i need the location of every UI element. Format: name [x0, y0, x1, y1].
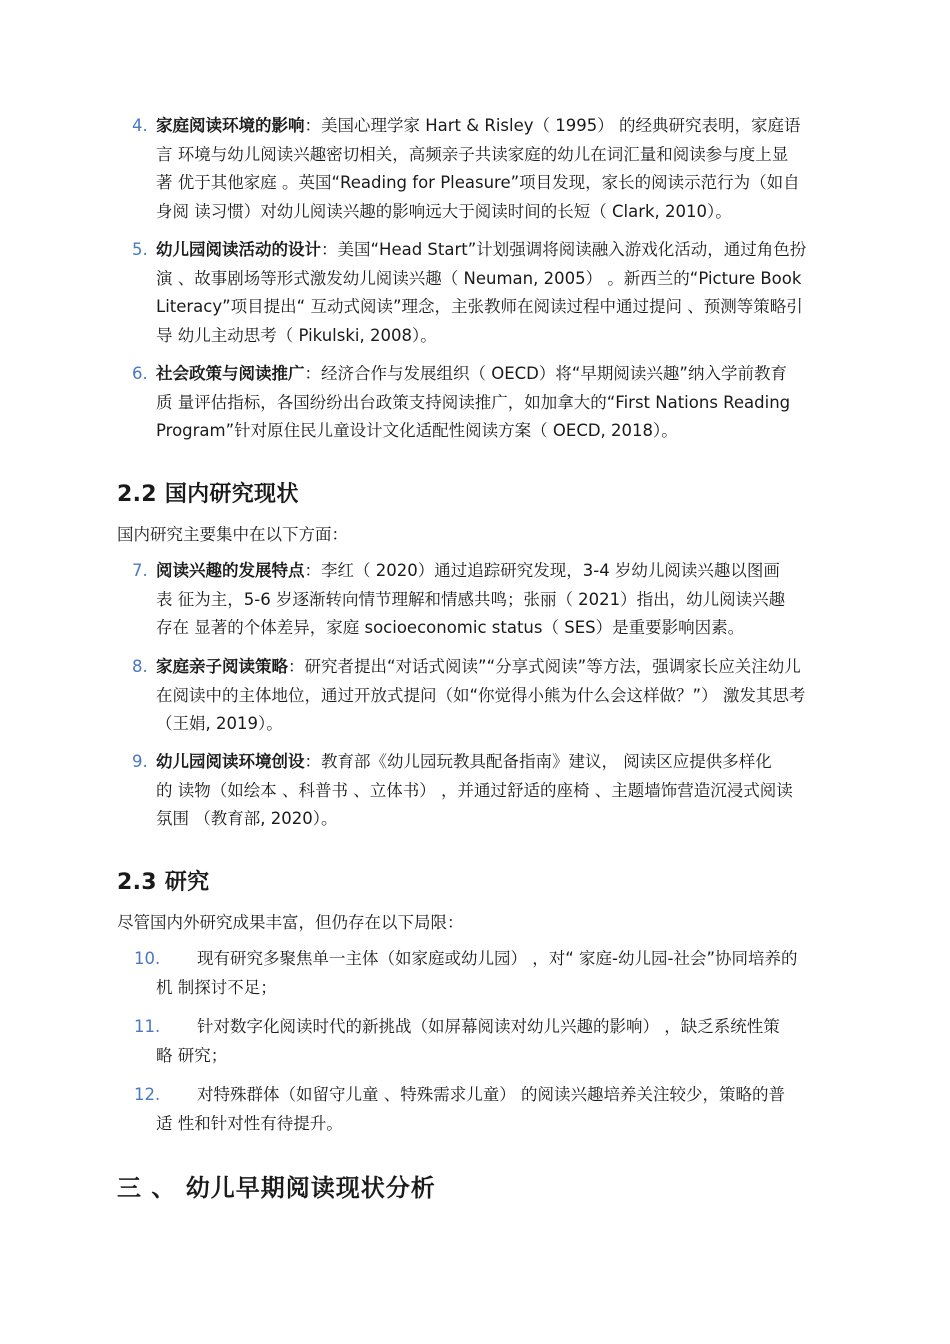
list-number: 11. [134, 1017, 161, 1036]
list-number: 5. [132, 240, 148, 259]
item-text: 质 量评估指标，各国纷纷出台政策支持阅读推广，如加拿大的“First Nations Reading [156, 392, 791, 412]
section-intro: 尽管国内外研究成果丰富，但仍存在以下局限： [117, 913, 464, 932]
item-text: 适 性和针对性有待提升。 [156, 1113, 343, 1133]
list-item [132, 748, 832, 834]
item-text: 机 制探讨不足； [156, 977, 277, 997]
list-number: 4. [132, 116, 148, 135]
item-title: 家庭阅读环境的影响 [156, 116, 305, 135]
list-item [132, 653, 832, 739]
item-text: 现有研究多聚焦单一主体（如家庭或幼儿园） ，对“ 家庭-幼儿园-社会”协同培养的 [197, 949, 798, 968]
list-number: 8. [132, 657, 148, 676]
item-text: 对特殊群体（如留守儿童 、特殊需求儿童） 的阅读兴趣培养关注较少，策略的普 [197, 1085, 785, 1104]
item-text: ：李红（ 2020）通过追踪研究发现，3-4 岁幼儿阅读兴趣以图画 [304, 561, 780, 580]
section-heading: 2.3 研究 [117, 870, 210, 895]
list-item [132, 360, 832, 446]
chapter-heading: 三 、 幼儿早期阅读现状分析 [117, 1174, 436, 1202]
list-item [132, 557, 832, 643]
item-text: 演 、故事剧场等形式激发幼儿阅读兴趣（ Neuman, 2005） 。新西兰的“Picture Book [156, 268, 802, 288]
item-text: 身阅 读习惯）对幼儿阅读兴趣的影响远大于阅读时间的长短（ Clark, 2010）。 [156, 201, 732, 221]
list-item [132, 236, 832, 350]
item-text: 存在 显著的个体差异，家庭 socioeconomic status（ SES）是重要影响因素。 [156, 618, 745, 637]
section-heading: 2.2 国内研究现状 [117, 482, 299, 507]
item-text: ：研究者提出“对话式阅读”“分享式阅读”等方法，强调家长应关注幼儿 [288, 657, 801, 676]
item-text: 针对数字化阅读时代的新挑战（如屏幕阅读对幼儿兴趣的影响） ，缺乏系统性策 [197, 1017, 780, 1036]
item-text: 导 幼儿主动思考（ Pikulski, 2008）。 [156, 325, 437, 345]
item-text: ：经济合作与发展组织（ OECD）将“早期阅读兴趣”纳入学前教育 [304, 364, 787, 383]
list-number: 7. [132, 561, 148, 580]
item-title: 社会政策与阅读推广 [156, 364, 305, 383]
list-item [134, 1013, 834, 1070]
item-text: ：美国心理学家 Hart & Risley（ 1995） 的经典研究表明，家庭语 [304, 116, 801, 135]
item-text: 氛围 （教育部, 2020）。 [156, 809, 338, 828]
item-title: 幼儿园阅读环境创设 [156, 752, 305, 771]
item-text: ：教育部《幼儿园玩教具配备指南》建议， 阅读区应提供多样化 [304, 752, 772, 771]
list-item [134, 945, 834, 1002]
list-number: 9. [132, 752, 148, 771]
item-text: 在阅读中的主体地位，通过开放式提问（如“你觉得小熊为什么会这样做？”） 激发其思考 [156, 685, 806, 705]
list-number: 12. [134, 1085, 161, 1104]
item-title: 阅读兴趣的发展特点 [156, 561, 305, 580]
item-text: Program”针对原住民儿童设计文化适配性阅读方案（ OECD, 2018）。 [156, 421, 678, 440]
item-text: ：美国“Head Start”计划强调将阅读融入游戏化活动，通过角色扮 [321, 240, 807, 259]
list-number: 10. [134, 949, 161, 968]
list-number: 6. [132, 364, 148, 383]
item-text: Literacy”项目提出“ 互动式阅读”理念，主张教师在阅读过程中通过提问 、预测等策略引 [156, 297, 803, 316]
section-intro: 国内研究主要集中在以下方面： [117, 525, 348, 544]
item-text: 的 读物（如绘本 、科普书 、立体书） ，并通过舒适的座椅 、主题墙饰营造沉浸式阅读 [156, 780, 793, 800]
item-text: 略 研究； [156, 1045, 228, 1065]
list-item [132, 112, 832, 226]
item-title: 家庭亲子阅读策略 [156, 657, 288, 676]
item-text: 言 环境与幼儿阅读兴趣密切相关，高频亲子共读家庭的幼儿在词汇量和阅读参与度上显 [156, 144, 789, 164]
item-text: 表 征为主，5-6 岁逐渐转向情节理解和情感共鸣；张丽（ 2021）指出，幼儿阅读兴趣 [156, 589, 786, 609]
item-title: 幼儿园阅读活动的设计 [156, 240, 321, 259]
list-item [134, 1081, 834, 1138]
item-text: 著 优于其他家庭 。英国“Reading for Pleasure”项目发现，家长的阅读示范行为（如自 [156, 173, 800, 192]
item-text: （王娟, 2019）。 [156, 714, 283, 733]
